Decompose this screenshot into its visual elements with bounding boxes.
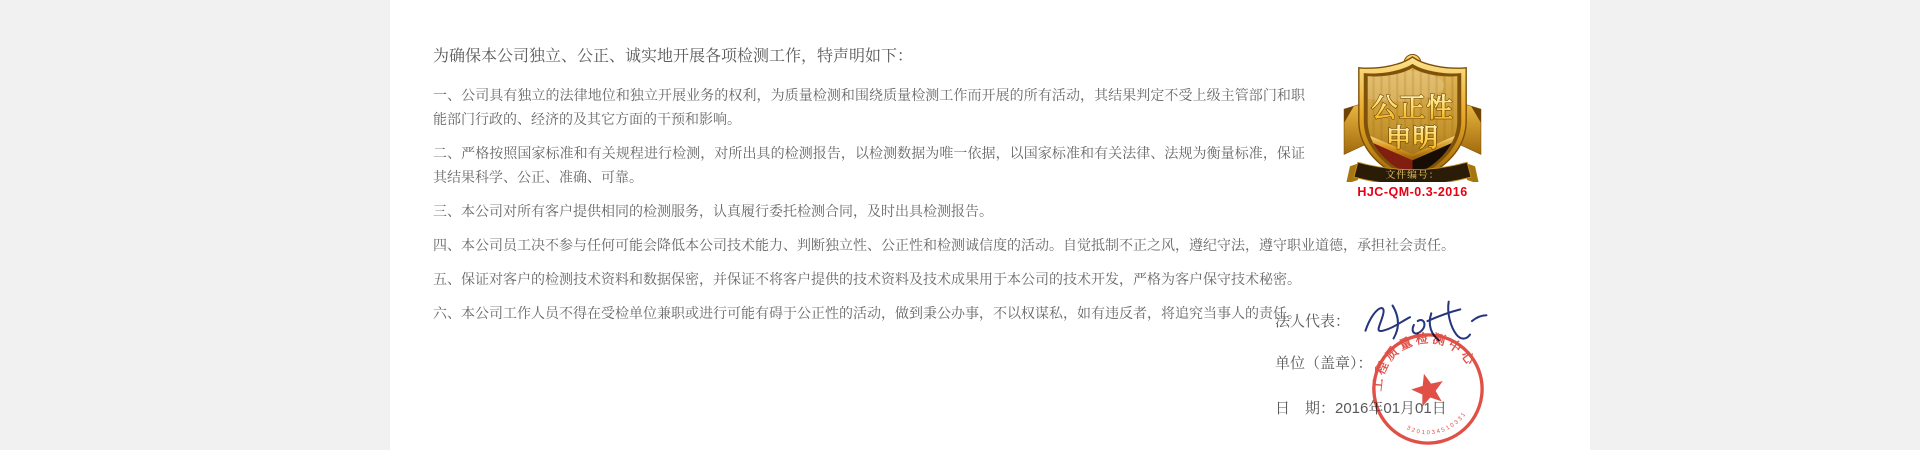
declaration-item-1: 一、公司具有独立的法律地位和独立开展业务的权利，为质量检测和围绕质量检测工作而开展的所有活动，其结果判定不受上级主管部门和职能部门行政的、经济的及其它方面的干预和影响。 bbox=[433, 87, 1305, 127]
stamp-serial: 3201034510331 bbox=[1405, 410, 1469, 437]
declaration-item-6: 六、本公司工作人员不得在受检单位兼职或进行可能有碍于公正性的活动，做到秉公办事，不以权谋私，如有违反者，将追究当事人的责任。 bbox=[433, 305, 1301, 321]
stamp-star-icon bbox=[1408, 370, 1448, 409]
badge-ribbon-label: 文件编号： bbox=[1385, 170, 1440, 182]
company-seal-stamp-icon bbox=[1365, 328, 1491, 450]
declaration-intro: 为确保本公司独立、公正、诚实地开展各项检测工作，特声明如下： bbox=[433, 48, 914, 65]
declaration-item-5: 五、保证对客户的检测技术资料和数据保密，并保证不将客户提供的技术资料及技术成果用于本公司的技术开发，严格为客户保守技术秘密。 bbox=[433, 271, 1301, 287]
unit-seal-label: 单位（盖章）： bbox=[1275, 355, 1373, 372]
badge-shield-icon bbox=[1335, 52, 1490, 182]
date-label: 日 期：2016年01月01日 bbox=[1275, 400, 1447, 417]
impartiality-declaration bbox=[390, 44, 1590, 325]
svg-text:3201034510331 bbox=[1404, 410, 1471, 443]
impartiality-badge bbox=[1335, 52, 1490, 199]
declaration-item-2: 二、严格按照国家标准和有关规程进行检测，对所出具的检测报告，以检测数据为唯一依据，以国家标准和有关法律、法规为衡量标准，保证其结果科学、公正、准确、可靠。 bbox=[433, 145, 1305, 185]
legal-rep-label: 法人代表： bbox=[1275, 313, 1351, 330]
doc-number: HJC-QM-0.3-2016 bbox=[1357, 185, 1468, 199]
stamp-arc-text: 工程质量检测中心 bbox=[1369, 330, 1480, 392]
content-panel bbox=[390, 0, 1590, 450]
badge-subtitle: 申明 bbox=[1385, 124, 1440, 153]
declaration-item-3: 三、本公司对所有客户提供相同的检测服务，认真履行委托检测合同，及时出具检测报告。 bbox=[433, 203, 993, 219]
unit-seal-row bbox=[1275, 352, 1373, 373]
badge-title: 公正性 bbox=[1371, 93, 1454, 123]
declaration-item-4: 四、本公司员工决不参与任何可能会降低本公司技术能力、判断独立性、公正性和检测诚信度的活动。自觉抵制不正之风，遵纪守法，遵守职业道德，承担社会责任。 bbox=[433, 237, 1455, 253]
legal-rep-row bbox=[1275, 310, 1350, 331]
